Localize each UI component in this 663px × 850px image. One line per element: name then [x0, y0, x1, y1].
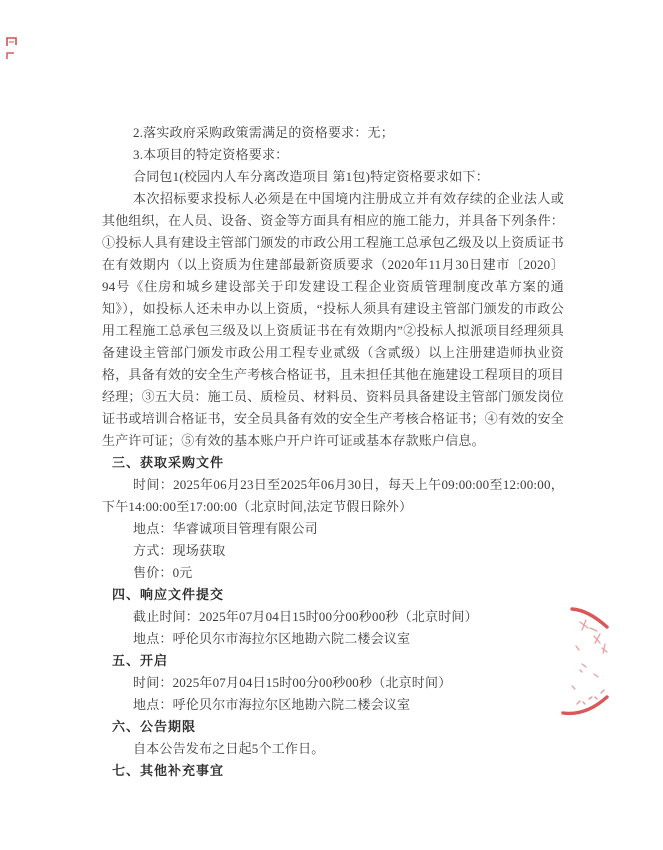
submission-location-line: 地点：呼伦贝尔市海拉尔区地勘六院二楼会议室 [133, 631, 411, 646]
qualification-paragraph: 本次招标要求投标人必须是在中国境内注册成立并有效存续的企业法人或其他组织，在人员、设备、资金等方面具有相应的施工能力，并具备下列条件： ①投标人具有建设主管部门颁发的市政公用工程施工总承包乙级及以上资质证书在有效期内（以上资质为住建部最新资质要求（2020年11月30日建市〔2020〕94号《住房和城乡建设部关于印发建设工程企业资质管理制度改革方案的通知》），如投标人还未申办以上资质，“投标人须具有建设主管部门颁发的市政公用工程施工总承包三级及以上资质证书在有效期内”②投标人拟派项目经理须具备建设主管部门颁发市政公用工程专业贰级（含贰级）以上注册建造师执业资格，具备有效的安全生产考核合格证书，且未担任其他在施建设工程项目的项目经理；③五大员：施工员、质检员、材料员、资料员具备建设主管部门颁发岗位证书或培训合格证书，安全员具备有效的安全生产考核合格证书；④有效的安全生产许可证；⑤有效的基本账户开户许可证或基本存款账户信息。 [102, 191, 565, 448]
official-seal-stamp-icon [550, 578, 663, 743]
policy-requirement-line: 2.落实政府采购政策需满足的资格要求：无； [133, 125, 394, 140]
contract-package-line: 合同包1(校园内人车分离改造项目 第1包)特定资格要求如下： [133, 169, 489, 184]
procurement-announcement-document [102, 122, 564, 782]
section-heading-other-matters: 七、其他补充事宜 [112, 763, 225, 778]
section-heading-announcement-period: 六、公告期限 [112, 719, 197, 734]
opening-location-line: 地点：呼伦贝尔市海拉尔区地勘六院二楼会议室 [133, 697, 411, 712]
red-artifact-mark-icon [5, 36, 19, 48]
red-artifact-mark-icon [5, 51, 17, 61]
announcement-period-line: 自本公告发布之日起5个工作日。 [133, 741, 325, 756]
obtain-location-line: 地点：华睿诚项目管理有限公司 [133, 521, 318, 536]
specific-qualification-line: 3.本项目的特定资格要求： [133, 147, 289, 162]
obtain-method-line: 方式：现场获取 [133, 543, 226, 558]
opening-time-line: 时间：2025年07月04日15时00分00秒00秒（北京时间） [133, 675, 452, 690]
section-heading-obtain-documents: 三、获取采购文件 [112, 455, 225, 470]
obtain-time-line: 时间：2025年06月23日至2025年06月30日，每天上午09:00:00至12:00:00，下午14:00:00至17:00:00（北京时间,法定节假日除外） [102, 477, 564, 514]
section-heading-opening: 五、开启 [112, 653, 169, 668]
section-heading-response-submission: 四、响应文件提交 [112, 587, 225, 602]
obtain-price-line: 售价：0元 [133, 565, 193, 580]
submission-deadline-line: 截止时间：2025年07月04日15时00分00秒00秒（北京时间） [133, 609, 478, 624]
